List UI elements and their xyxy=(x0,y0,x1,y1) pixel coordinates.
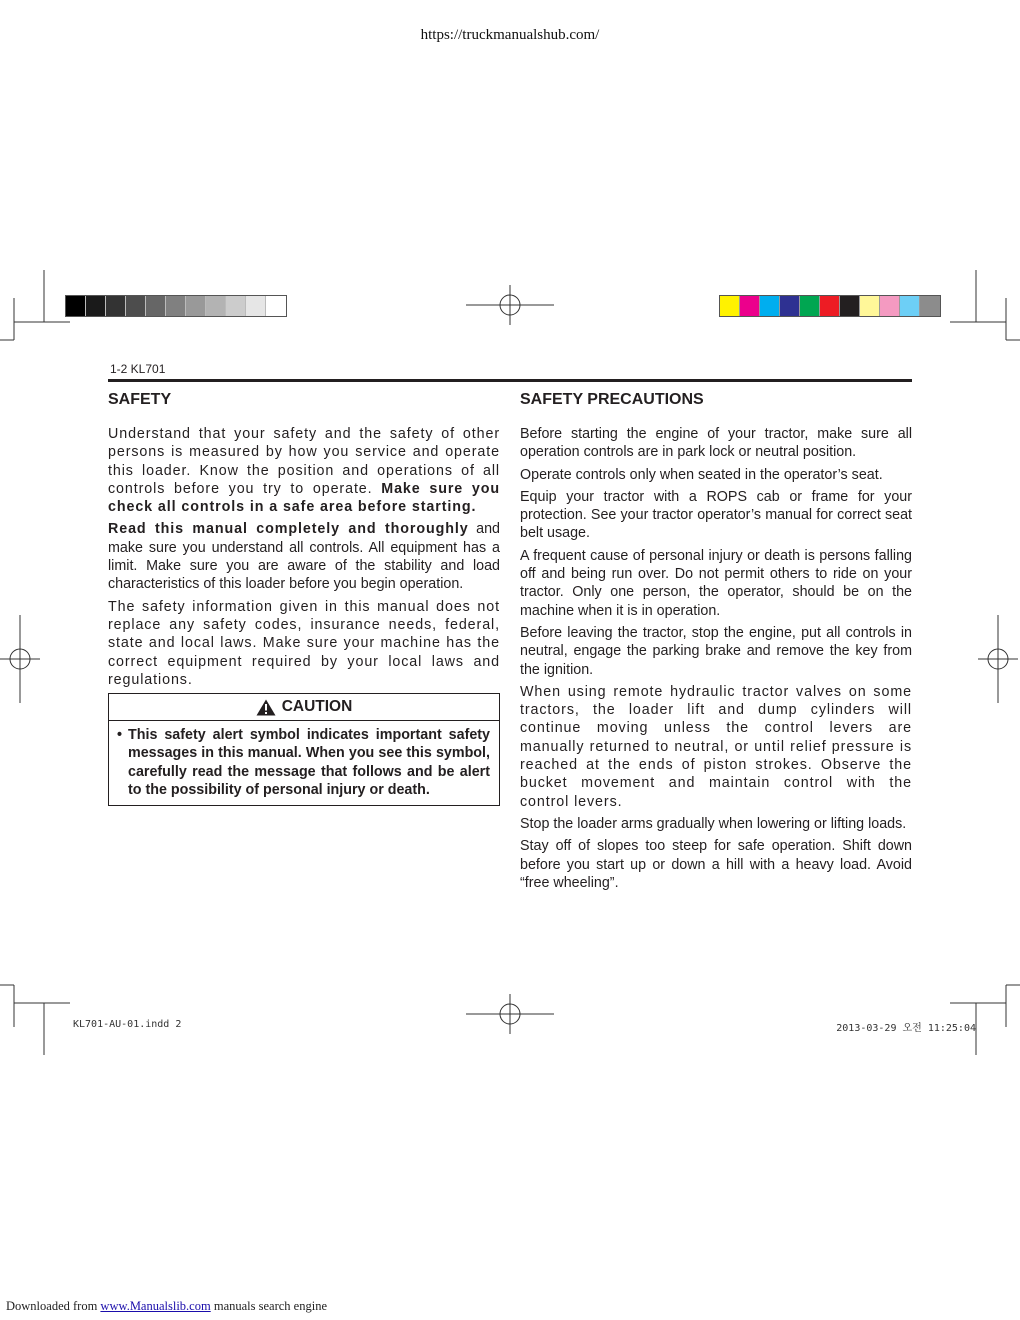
color-swatch xyxy=(920,296,940,316)
caution-bullet: • xyxy=(117,727,123,744)
slug-timestamp: 2013-03-29 오전 11:25:04 xyxy=(836,1023,976,1034)
precaution-paragraph: Stop the loader arms gradually when lowering or lifting loads. xyxy=(520,815,907,832)
safety-paragraph-1 xyxy=(108,425,500,516)
precaution-paragraph: Operate controls only when seated in the operator’s seat. xyxy=(520,466,883,483)
safety-column xyxy=(108,390,500,806)
warning-triangle-icon xyxy=(256,699,276,716)
color-swatch xyxy=(900,296,920,316)
gray-swatch xyxy=(166,296,186,316)
page-header xyxy=(108,361,912,382)
registration-mark-right xyxy=(978,615,1018,703)
gray-swatch xyxy=(86,296,106,316)
caution-title: CAUTION xyxy=(281,698,353,715)
registration-mark-left xyxy=(0,615,40,703)
gray-swatch xyxy=(146,296,166,316)
caution-text: This safety alert symbol indicates important safety messages in this manual. When you see this symbol, carefully read the message that follows and be alert to the possibility of personal injury or death. xyxy=(128,727,490,799)
crop-mark-bottom-left xyxy=(0,975,70,1055)
color-calibration-strip xyxy=(719,295,941,317)
manualslib-link[interactable]: www.Manualslib.com xyxy=(100,1299,211,1313)
color-swatch xyxy=(860,296,880,316)
color-swatch xyxy=(740,296,760,316)
top-url: https://truckmanualshub.com/ xyxy=(420,27,600,43)
gray-swatch xyxy=(106,296,126,316)
crop-mark-top-left xyxy=(0,270,70,350)
crop-mark-top-right xyxy=(950,270,1020,350)
gray-swatch xyxy=(266,296,286,316)
grayscale-calibration-strip xyxy=(65,295,287,317)
color-swatch xyxy=(720,296,740,316)
gray-swatch xyxy=(246,296,266,316)
precautions-heading: SAFETY PRECAUTIONS xyxy=(520,391,704,408)
color-swatch xyxy=(760,296,780,316)
precaution-paragraph: Before starting the engine of your tractor, make sure all operation controls are in park lock or neutral position. xyxy=(520,426,912,461)
gray-swatch xyxy=(206,296,226,316)
safety-p1-bold: Make sure you check all controls in a safe area before starting. xyxy=(108,480,500,516)
gray-swatch xyxy=(126,296,146,316)
safety-p2-text: and make sure you understand all controls. All equipment has a limit. Make sure you are aware of the stability and load characteristics of this loader before you begin operation. xyxy=(108,521,500,593)
gray-swatch xyxy=(186,296,206,316)
precaution-paragraph: A frequent cause of personal injury or death is persons falling off and being run over. Do not permit others to ride on your tractor. Only one person, the operator, should be on the machine when it is in operation. xyxy=(520,547,912,619)
crop-mark-bottom-right xyxy=(950,975,1020,1055)
color-swatch xyxy=(800,296,820,316)
color-swatch xyxy=(820,296,840,316)
caution-box xyxy=(108,693,500,806)
caution-header xyxy=(109,694,499,721)
page-label: 1-2 KL701 xyxy=(110,362,166,376)
color-swatch xyxy=(780,296,800,316)
registration-mark-top xyxy=(466,285,554,325)
safety-paragraph-2 xyxy=(108,520,500,593)
registration-mark-bottom xyxy=(466,994,554,1034)
color-swatch xyxy=(880,296,900,316)
safety-heading: SAFETY xyxy=(108,391,172,408)
precaution-paragraph: Before leaving the tractor, stop the engine, put all controls in neutral, engage the parking brake and remove the key from the ignition. xyxy=(520,624,912,678)
download-suffix: manuals search engine xyxy=(210,1299,327,1313)
download-prefix: Downloaded from xyxy=(6,1299,101,1313)
safety-p2-bold: Read this manual completely and thoroughly xyxy=(108,521,469,538)
safety-paragraph-3: The safety information given in this manual does not replace any safety codes, insurance needs, federal, state and local laws. Make sure your machine has the correct equipment required by your local laws and regulations. xyxy=(108,598,500,688)
safety-p1-text: Understand that your safety and the safety of other persons is measured by how you service and operate this loader. Know the position and operations of all controls before you try to operate. xyxy=(108,426,500,497)
color-swatch xyxy=(840,296,860,316)
precaution-paragraph: Stay off of slopes too steep for safe operation. Shift down before you start up or down a hill with a heavy load. Avoid “free wheeling”. xyxy=(520,838,912,891)
gray-swatch xyxy=(226,296,246,316)
precautions-column xyxy=(520,390,912,896)
caution-body xyxy=(109,721,499,805)
download-notice xyxy=(6,1299,327,1314)
slug-filename: KL701-AU-01.indd 2 xyxy=(73,1019,182,1030)
precaution-paragraph: When using remote hydraulic tractor valves on some tractors, the loader lift and dump cylinders will continue moving unless the control levers are manually returned to neutral, or until relief pressure is reached at the ends of piston strokes. Observe the bucket movement and maintain control with the control levers. xyxy=(520,683,912,810)
precaution-paragraph: Equip your tractor with a ROPS cab or frame for your protection. See your tractor operator’s manual for correct seat belt usage. xyxy=(520,488,912,542)
